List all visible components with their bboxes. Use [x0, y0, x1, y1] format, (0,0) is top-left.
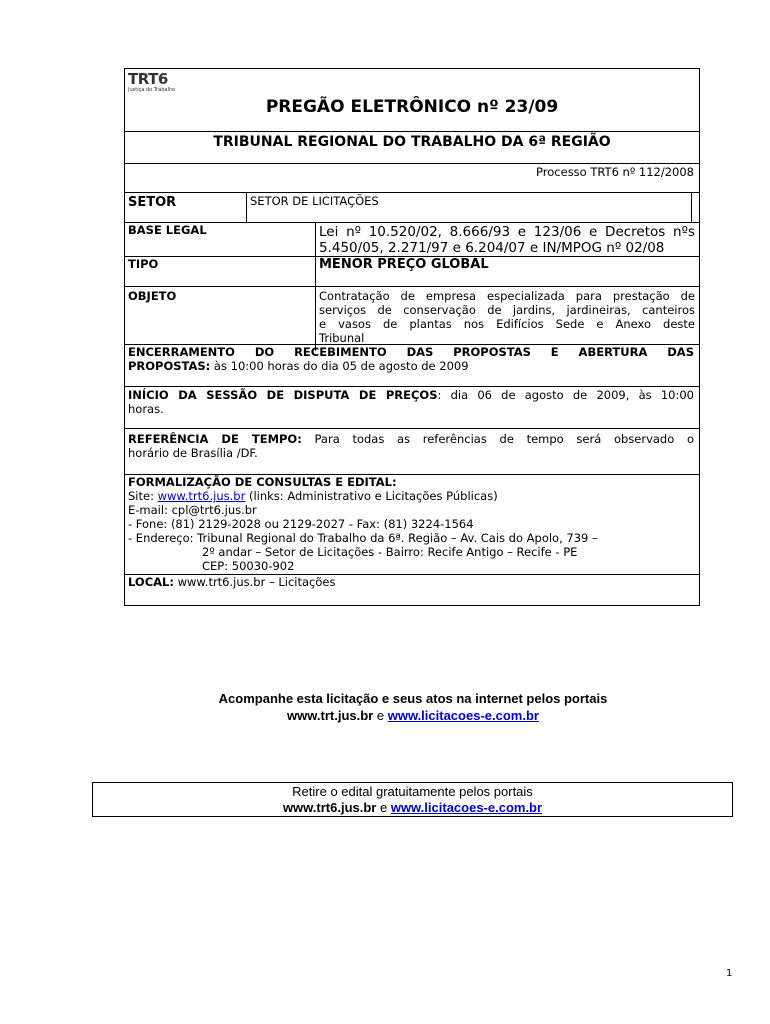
objeto-line-2: serviços de conservação de jardins, jardineiras, canteiros — [319, 303, 695, 317]
formalizacao-phone: - Fone: (81) 2129-2028 ou 2129-2027 - Fax: (81) 3224-1564 — [128, 517, 474, 531]
retire-site-1: www.trt6.jus.br — [282, 800, 377, 815]
inicio-label: INÍCIO DA SESSÃO DE DISPUTA DE PREÇOS — [128, 388, 438, 402]
base-legal-line-2: 5.450/05, 2.271/97 e 6.204/07 e IN/MPOG nº 02/08 — [319, 240, 665, 256]
retire-box — [92, 782, 733, 817]
logo-text: TRT6 — [128, 70, 168, 88]
encerramento-value: às 10:00 horas do dia 05 de agosto de 2009 — [210, 359, 469, 373]
follow-notice — [100, 690, 726, 724]
title-divider — [124, 131, 700, 132]
setor-label: SETOR — [128, 195, 177, 210]
local-label: LOCAL: — [128, 575, 174, 589]
tipo-value: MENOR PREÇO GLOBAL — [319, 257, 489, 272]
page-number: 1 — [726, 968, 733, 979]
encerramento-divider — [124, 386, 700, 387]
encerramento-label-line-2: PROPOSTAS: — [128, 359, 211, 373]
setor-value: SETOR DE LICITAÇÕES — [250, 194, 379, 208]
formalizacao-title: FORMALIZAÇÃO DE CONSULTAS E EDITAL: — [128, 475, 397, 489]
encerramento-label-line-1: ENCERRAMENTO DO RECEBIMENTO DAS PROPOSTAS E ABERTURA DAS — [128, 345, 694, 359]
site-link[interactable]: www.trt6.jus.br — [157, 489, 246, 503]
retire-text: Retire o edital gratuitamente pelos portais — [292, 784, 533, 799]
setor-divider — [124, 222, 700, 223]
follow-sites — [100, 707, 726, 724]
page-title: PREGÃO ELETRÔNICO nº 23/09 — [265, 97, 559, 117]
referencia-line-1 — [128, 432, 694, 446]
formalizacao-email: E-mail: cpl@trt6.jus.br — [128, 503, 257, 517]
inicio-line-1 — [128, 388, 694, 402]
tipo-label: TIPO — [128, 257, 159, 271]
logo-subtext: Justiça do Trabalho — [128, 87, 176, 93]
inicio-value-1: : dia 06 de agosto de 2009, às 10:00 — [437, 388, 694, 402]
retire-site-2[interactable]: www.licitacoes-e.com.br — [390, 800, 543, 815]
referencia-value-2: horário de Brasília /DF. — [128, 446, 258, 460]
objeto-line-1: Contratação de empresa especializada para prestação de — [319, 289, 695, 303]
local-value: www.trt6.jus.br – Licitações — [173, 575, 336, 589]
tipo-divider — [124, 286, 700, 287]
formalizacao-address-2: 2º andar – Setor de Licitações - Bairro: Recife Antigo – Recife - PE — [202, 545, 578, 559]
objeto-line-3: e vasos de plantas nos Edifícios Sede e Anexo deste — [319, 317, 695, 331]
follow-sep: e — [373, 708, 388, 723]
site-label: Site: — [128, 489, 158, 503]
court-divider — [124, 163, 700, 164]
formalizacao-site — [128, 489, 498, 503]
trt6-logo — [128, 72, 180, 100]
encerramento-line-2 — [128, 359, 469, 373]
referencia-label: REFERÊNCIA DE TEMPO: — [128, 432, 302, 446]
follow-site-2[interactable]: www.licitacoes-e.com.br — [387, 708, 539, 723]
process-number: Processo TRT6 nº 112/2008 — [536, 165, 694, 179]
retire-sites — [93, 800, 732, 816]
formalizacao-address-1: - Endereço: Tribunal Regional do Trabalho da 6ª. Região – Av. Cais do Apolo, 739 – — [128, 531, 598, 545]
base-legal-label: BASE LEGAL — [128, 223, 207, 237]
court-name: TRIBUNAL REGIONAL DO TRABALHO DA 6ª REGIÃO — [213, 134, 611, 150]
objeto-label: OBJETO — [128, 289, 177, 303]
base-legal-line-1: Lei nº 10.520/02, 8.666/93 e 123/06 e Decretos nºs — [319, 224, 695, 240]
inicio-value-2: horas. — [128, 402, 164, 416]
inicio-divider — [124, 428, 700, 429]
local-line — [128, 575, 335, 589]
site-rest: (links: Administrativo e Licitações Públicas) — [245, 489, 498, 503]
retire-sep: e — [376, 800, 391, 815]
follow-text: Acompanhe esta licitação e seus atos na internet pelos portais — [218, 691, 608, 706]
formalizacao-cep: CEP: 50030-902 — [202, 559, 295, 573]
objeto-line-4: Tribunal — [319, 331, 365, 345]
referencia-value-1: Para todas as referências de tempo será observado o — [301, 432, 694, 446]
follow-site-1: www.trt.jus.br — [287, 708, 374, 723]
